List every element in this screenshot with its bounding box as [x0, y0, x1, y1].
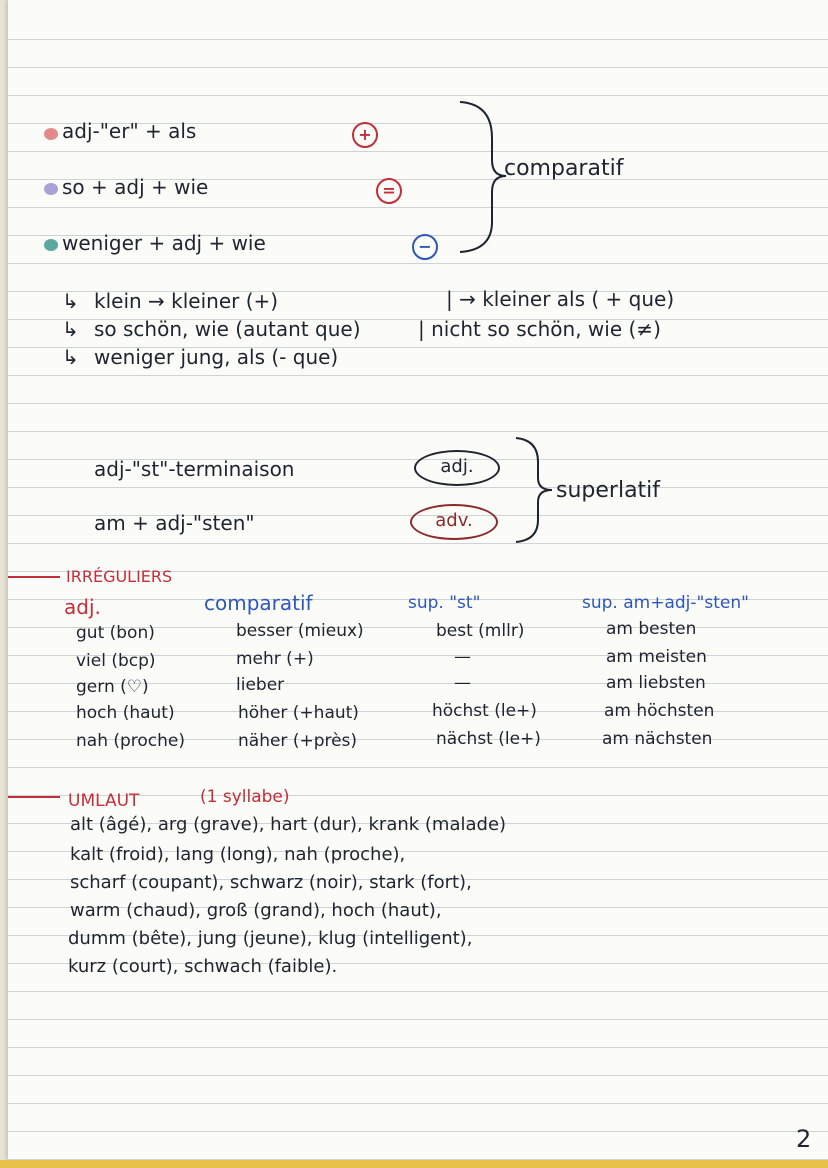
arrow-icon: ↳	[62, 317, 79, 341]
umlaut-title: UMLAUT	[68, 791, 140, 811]
cell-sup-st: —	[454, 673, 471, 693]
arrow-icon: ↳	[62, 345, 79, 369]
umlaut-line-1: alt (âgé), arg (grave), hart (dur), krank (malade)	[70, 814, 507, 835]
pink-bullet	[44, 128, 58, 140]
plus-circle-icon: +	[352, 122, 378, 148]
comparatif-rule-3: weniger + adj + wie	[62, 231, 266, 255]
col-header-comparatif: comparatif	[204, 591, 313, 615]
example-1-right: | → kleiner als ( + que)	[446, 287, 675, 311]
cell-sup-am: am besten	[606, 619, 697, 639]
col-header-sup-am: sup. am+adj-"sten"	[582, 593, 749, 613]
cell-comparatif: höher (+haut)	[238, 703, 359, 723]
superlatif-rule-2: am + adj-"sten"	[94, 511, 255, 535]
cell-adj: viel (bcp)	[76, 651, 156, 671]
umlaut-line-4: warm (chaud), groß (grand), hoch (haut),	[70, 900, 442, 921]
col-header-sup-st: sup. "st"	[408, 593, 481, 613]
cell-sup-st: nächst (le+)	[436, 729, 541, 749]
cell-adj: gut (bon)	[76, 623, 155, 643]
example-2: so schön, wie (autant que)	[94, 317, 361, 341]
superlatif-brace-icon	[510, 434, 560, 546]
cell-comparatif: näher (+près)	[238, 731, 358, 751]
cell-sup-st: —	[454, 647, 471, 667]
arrow-icon: ↳	[62, 289, 79, 313]
cell-adj: hoch (haut)	[76, 703, 175, 723]
red-margin-marker	[8, 576, 60, 578]
cell-comparatif: besser (mieux)	[236, 621, 364, 641]
cell-sup-st: best (mllr)	[436, 621, 525, 641]
equal-circle-icon: =	[376, 178, 402, 204]
page-number: 2	[796, 1125, 812, 1153]
col-header-adj: adj.	[64, 595, 101, 619]
adj-tag: adj.	[414, 450, 500, 486]
comparatif-label: comparatif	[504, 156, 624, 181]
page-edge	[0, 1160, 828, 1168]
cell-sup-am: am meisten	[606, 647, 707, 667]
red-margin-marker	[8, 796, 60, 798]
cell-comparatif: mehr (+)	[236, 649, 314, 669]
superlatif-label: superlatif	[556, 478, 661, 503]
umlaut-line-3: scharf (coupant), schwarz (noir), stark (fort),	[70, 872, 472, 893]
example-1: klein → kleiner (+)	[94, 289, 279, 313]
cell-sup-st: höchst (le+)	[432, 701, 537, 721]
example-2-right: | nicht so schön, wie (≠)	[418, 317, 661, 341]
teal-bullet	[44, 239, 58, 251]
comparatif-rule-1: adj-"er" + als	[62, 119, 197, 143]
umlaut-line-2: kalt (froid), lang (long), nah (proche),	[70, 844, 406, 865]
superlatif-rule-1: adj-"st"-terminaison	[94, 457, 295, 481]
irreguliers-title: IRRÉGULIERS	[66, 567, 173, 586]
adv-tag: adv.	[410, 504, 498, 540]
umlaut-note: (1 syllabe)	[200, 787, 290, 807]
umlaut-line-6: kurz (court), schwach (faible).	[68, 956, 338, 977]
cell-sup-am: am höchsten	[604, 701, 715, 721]
cell-sup-am: am liebsten	[606, 673, 706, 693]
comparatif-brace-icon	[452, 98, 512, 258]
comparatif-rule-2: so + adj + wie	[62, 175, 209, 199]
lavender-bullet	[44, 183, 58, 195]
cell-sup-am: am nächsten	[602, 729, 713, 749]
cell-comparatif: lieber	[236, 675, 285, 695]
umlaut-line-5: dumm (bête), jung (jeune), klug (intelligent),	[68, 928, 473, 949]
cell-adj: nah (proche)	[76, 731, 186, 751]
example-3: weniger jung, als (- que)	[94, 345, 339, 369]
minus-circle-icon: −	[412, 234, 438, 260]
cell-adj: gern (♡)	[76, 677, 149, 697]
